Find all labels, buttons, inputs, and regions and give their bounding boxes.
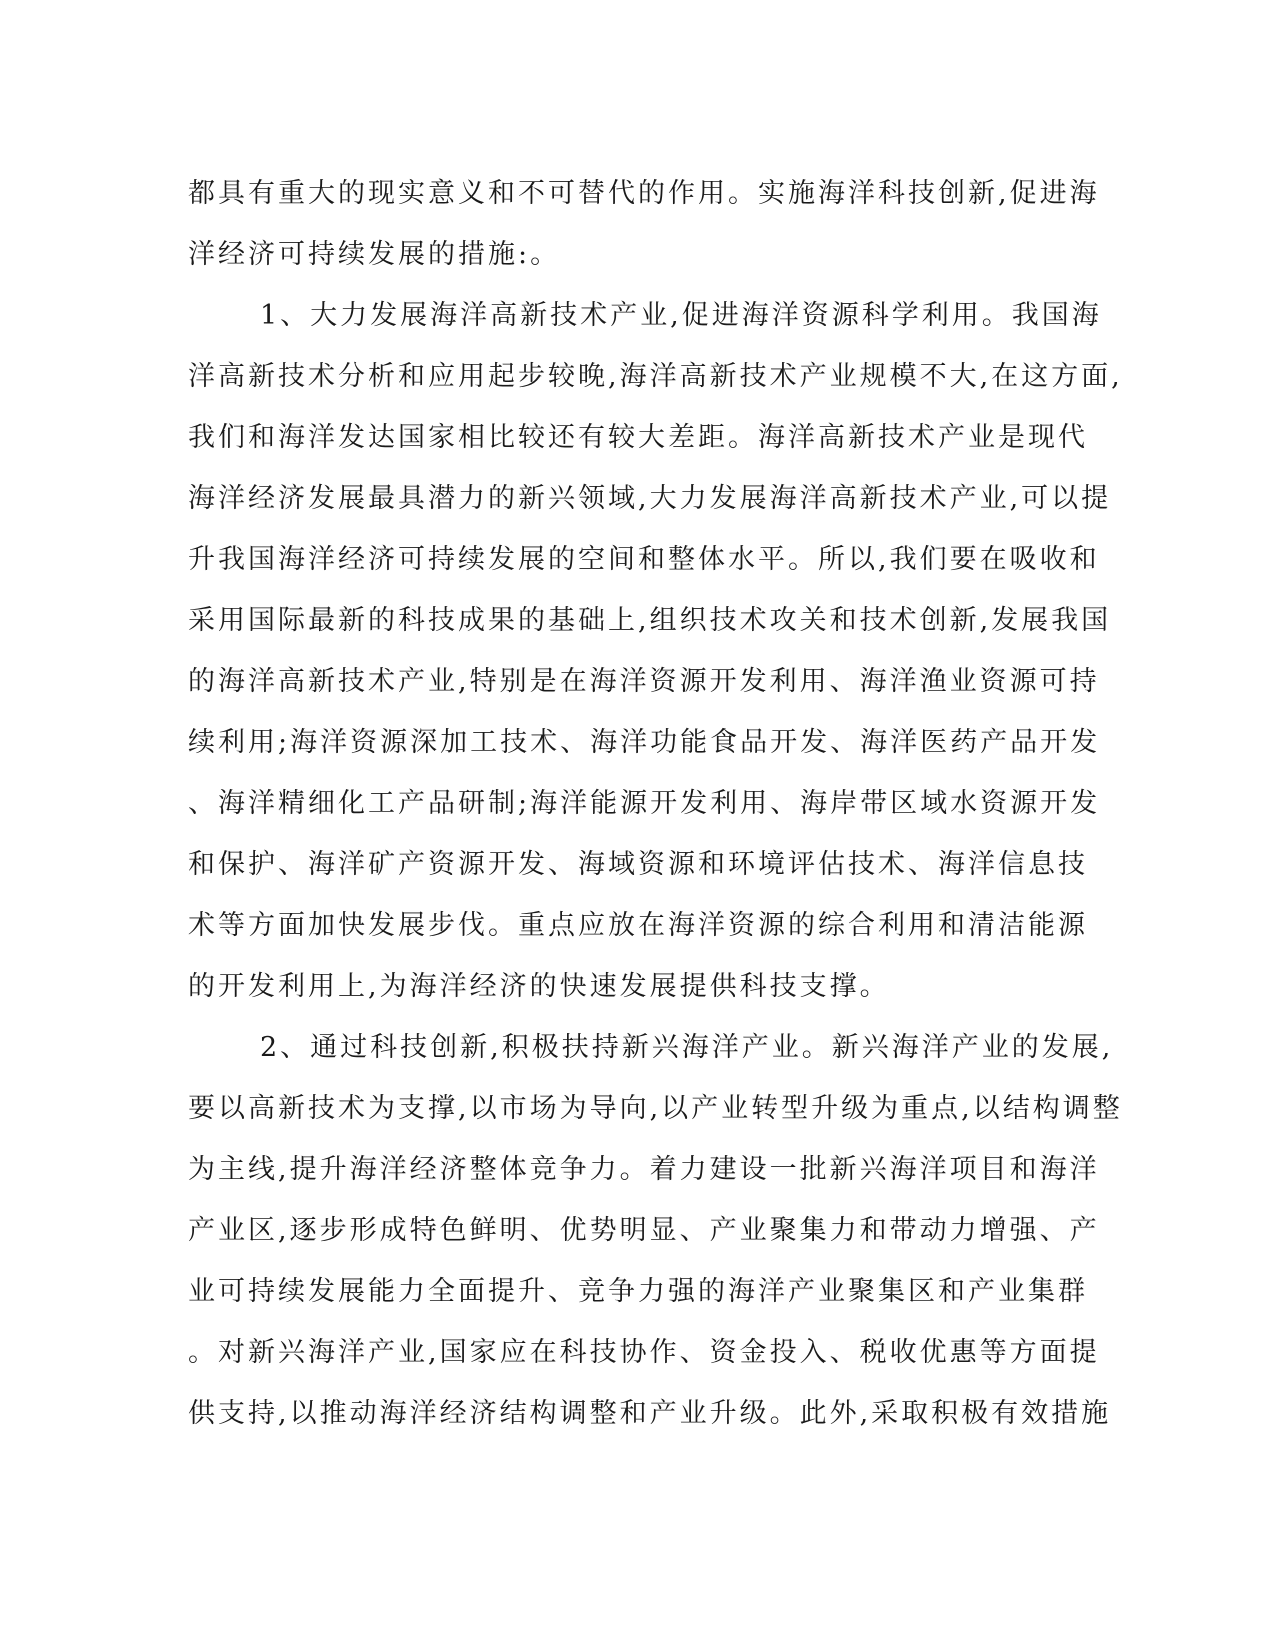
text-line: 产业区,逐步形成特色鲜明、优势明显、产业聚集力和带动力增强、产	[188, 1215, 1100, 1246]
text-line: 供支持,以推动海洋经济结构调整和产业升级。此外,采取积极有效措施	[188, 1398, 1112, 1429]
text-line: 续利用;海洋资源深加工技术、海洋功能食品开发、海洋医药产品开发	[188, 727, 1101, 758]
body-text	[188, 163, 1123, 1444]
text-line: 洋经济可持续发展的措施:。	[188, 239, 561, 270]
text-line: 海洋经济发展最具潜力的新兴领域,大力发展海洋高新技术产业,可以提	[188, 483, 1112, 514]
text-line: 、海洋精细化工产品研制;海洋能源开发利用、海岸带区域水资源开发	[188, 788, 1101, 819]
text-line: 术等方面加快发展步伐。重点应放在海洋资源的综合利用和清洁能源	[188, 910, 1088, 941]
text-line: 要以高新技术为支撑,以市场为导向,以产业转型升级为重点,以结构调整	[188, 1093, 1123, 1124]
text-line: 和保护、海洋矿产资源开发、海域资源和环境评估技术、海洋信息技	[188, 849, 1088, 880]
text-line: 。对新兴海洋产业,国家应在科技协作、资金投入、税收优惠等方面提	[188, 1337, 1100, 1368]
text-line: 升我国海洋经济可持续发展的空间和整体水平。所以,我们要在吸收和	[188, 544, 1100, 575]
text-line: 采用国际最新的科技成果的基础上,组织技术攻关和技术创新,发展我国	[188, 605, 1112, 636]
text-line: 我们和海洋发达国家相比较还有较大差距。海洋高新技术产业是现代	[188, 422, 1088, 453]
paragraph-2-start: 2、通过科技创新,积极扶持新兴海洋产业。新兴海洋产业的发展,	[260, 1032, 1114, 1063]
text-line: 的开发利用上,为海洋经济的快速发展提供科技支撑。	[188, 971, 890, 1002]
paragraph-1-start: 1、大力发展海洋高新技术产业,促进海洋资源科学利用。我国海	[260, 300, 1102, 331]
text-line: 为主线,提升海洋经济整体竞争力。着力建设一批新兴海洋项目和海洋	[188, 1154, 1100, 1185]
text-line: 业可持续发展能力全面提升、竞争力强的海洋产业聚集区和产业集群	[188, 1276, 1088, 1307]
text-line: 都具有重大的现实意义和不可替代的作用。实施海洋科技创新,促进海	[188, 178, 1100, 209]
text-line: 的海洋高新技术产业,特别是在海洋资源开发利用、海洋渔业资源可持	[188, 666, 1100, 697]
text-line: 洋高新技术分析和应用起步较晚,海洋高新技术产业规模不大,在这方面,	[188, 361, 1123, 392]
